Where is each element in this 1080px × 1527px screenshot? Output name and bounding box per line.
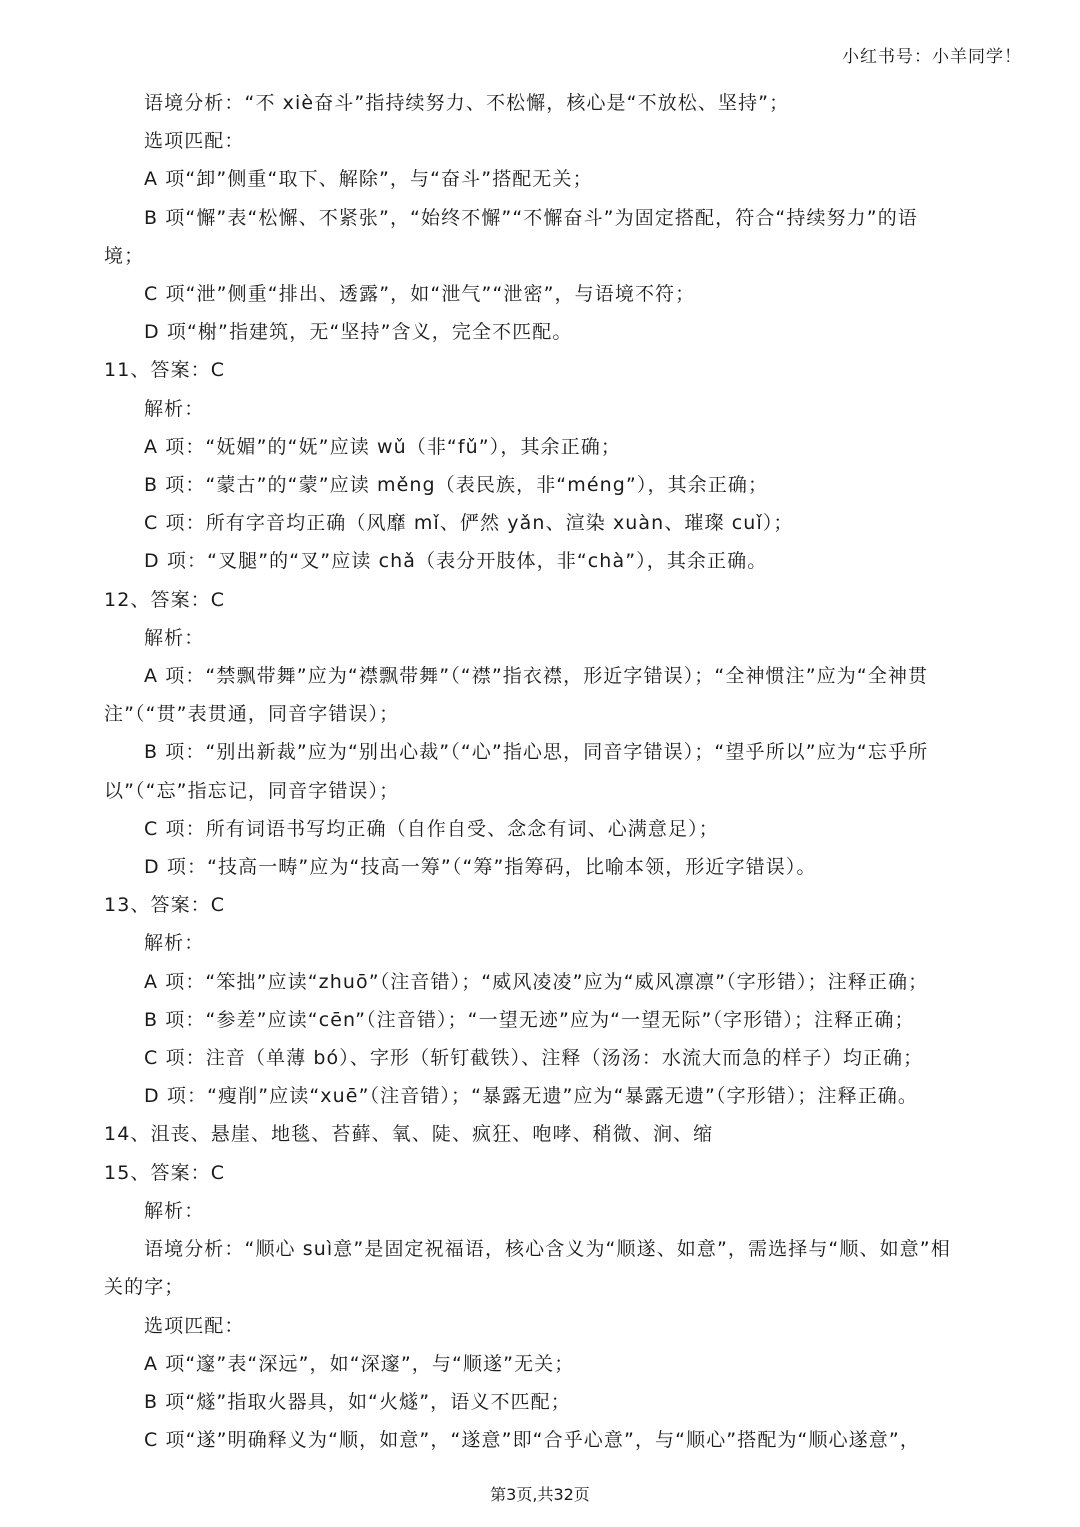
page-footer: 第3页,共32页 — [490, 1485, 590, 1504]
text-line: 14、沮丧、悬崖、地毯、苔藓、氧、陡、疯狂、咆哮、稍微、涧、缩 — [104, 1123, 714, 1146]
text-line: C 项：注音（单薄 bó）、字形（斩钉截铁）、注释（汤汤：水流大而急的样子）均正确； — [144, 1047, 924, 1070]
text-line: 关的字； — [104, 1276, 185, 1299]
text-line: D 项：“技高一畴”应为“技高一筹”（“筹”指筹码，比喻本领，形近字错误）。 — [144, 856, 817, 879]
text-line: C 项：所有字音均正确（风靡 mǐ、俨然 yǎn、渲染 xuàn、璀璨 cuǐ）； — [144, 512, 794, 535]
text-line: 解析： — [144, 1199, 205, 1222]
text-line: D 项“榭”指建筑，无“坚持”含义，完全不匹配。 — [144, 321, 573, 344]
text-line: 12、答案：C — [104, 588, 226, 611]
text-line: B 项“懈”表“松懈、不紧张”，“始终不懈”“不懈奋斗”为固定搭配，符合“持续努力”的语 — [144, 206, 918, 229]
text-line: 以”（“忘”指忘记，同音字错误）； — [104, 779, 400, 802]
text-line: 境； — [104, 244, 145, 267]
text-line: 注”（“贯”表贯通，同音字错误）； — [104, 703, 400, 726]
text-line: 语境分析：“顺心 suì意”是固定祝福语，核心含义为“顺遂、如意”，需选择与“顺、如意”相 — [144, 1238, 951, 1261]
text-line: B 项“燧”指取火器具，如“火燧”，语义不匹配； — [144, 1390, 571, 1413]
text-line: A 项：“笨拙”应读“zhuō”（注音错）；“威风凌凌”应为“威风凛凛”（字形错）；注释正确； — [144, 970, 929, 993]
text-line: 解析： — [144, 932, 205, 955]
text-line: A 项：“妩媚”的“妩”应读 wǔ（非“fǔ”），其余正确； — [144, 435, 621, 458]
text-line: D 项：“叉腿”的“叉”应读 chǎ（表分开肢体，非“chà”），其余正确。 — [144, 550, 768, 573]
text-line: C 项：所有词语书写均正确（自作自受、念念有词、心满意足）； — [144, 817, 719, 840]
text-line: C 项“泄”侧重“排出、透露”，如“泄气”“泄密”，与语境不符； — [144, 283, 696, 306]
text-line: 11、答案：C — [104, 359, 226, 382]
text-line: A 项：“禁飘带舞”应为“襟飘带舞”（“襟”指衣襟，形近字错误）；“全神惯注”应为“全神贯 — [144, 665, 929, 688]
text-line: 选项匹配： — [144, 130, 245, 153]
page-header: 小红书号：小羊同学！ — [842, 47, 1022, 67]
text-line: 语境分析：“不 xiè奋斗”指持续努力、不松懈，核心是“不放松、坚持”； — [144, 92, 790, 114]
document-body — [104, 84, 980, 1459]
text-line: 13、答案：C — [104, 894, 226, 917]
text-line: 解析： — [144, 626, 205, 649]
text-line: 15、答案：C — [104, 1161, 226, 1184]
text-line: B 项：“蒙古”的“蒙”应读 měng（表民族，非“méng”），其余正确； — [144, 474, 769, 497]
text-line: B 项：“参差”应读“cēn”（注音错）；“一望无迹”应为“一望无际”（字形错）；注释正确； — [144, 1008, 915, 1031]
text-line: C 项“遂”明确释义为“顺，如意”，“遂意”即“合乎心意”，与“顺心”搭配为“顺心遂意”， — [144, 1429, 920, 1452]
text-line: A 项“邃”表“深远”，如“深邃”，与“顺遂”无关； — [144, 1352, 575, 1375]
text-line: 解析： — [144, 397, 205, 420]
text-line: A 项“卸”侧重“取下、解除”，与“奋斗”搭配无关； — [144, 168, 593, 191]
text-line: 选项匹配： — [144, 1314, 245, 1337]
text-line: D 项：“瘦削”应读“xuē”（注音错）；“暴露无遗”应为“暴露无遗”（字形错）；注释正确。 — [144, 1085, 918, 1108]
text-line: B 项：“别出新裁”应为“别出心裁”（“心”指心思，同音字错误）；“望乎所以”应为“忘乎所 — [144, 741, 929, 764]
